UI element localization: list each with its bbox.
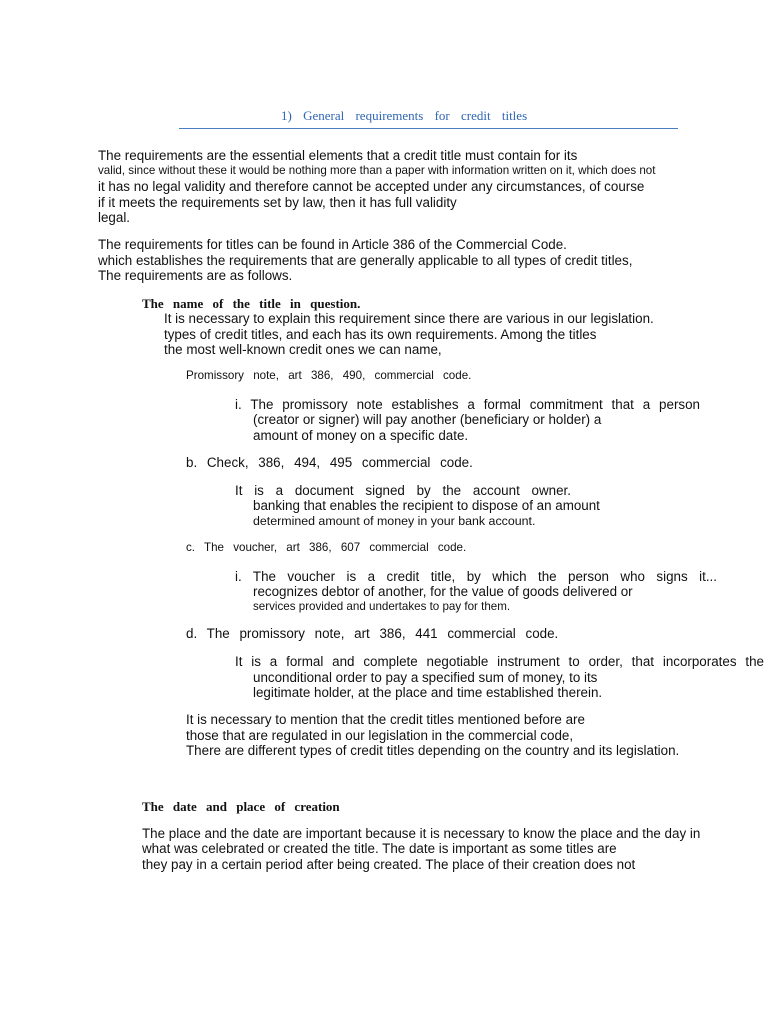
item-c-desc-first: i. The voucher is a credit title, by which the person who signs it... — [235, 569, 717, 584]
intro-p1-line: valid, since without these it would be nothing more than a paper with information written on it, which does not — [98, 164, 656, 177]
section2-line: they pay in a certain period after being created. The place of their creation does not — [142, 857, 636, 872]
intro-p1-line: The requirements are the essential elements that a credit title must contain for its — [98, 148, 578, 163]
intro-p1-line: legal. — [98, 210, 131, 225]
section-heading — [281, 108, 527, 124]
intro-p2-line: which establishes the requirements that are generally applicable to all types of credit titles, — [98, 253, 633, 268]
item-d-desc: unconditional order to pay a specified sum of money, to its — [253, 670, 598, 685]
item-a-desc-first: i. The promissory note establishes a formal commitment that a person — [235, 397, 700, 412]
intro-p1-line: it has no legal validity and therefore cannot be accepted under any circumstances, of course — [98, 179, 645, 194]
item-b-desc: determined amount of money in your bank account. — [253, 514, 536, 528]
section1-line: types of credit titles, and each has its own requirements. Among the titles — [164, 327, 597, 342]
heading-rule — [179, 128, 678, 129]
item-a-desc: amount of money on a specific date. — [253, 428, 469, 443]
item-a-desc: (creator or signer) will pay another (beneficiary or holder) a — [253, 412, 602, 427]
closing-line: those that are regulated in our legislation in the commercial code, — [186, 728, 574, 743]
item-d-label: d. The promissory note, art 386, 441 commercial code. — [186, 626, 559, 641]
item-a-label: Promissory note, art 386, 490, commercial code. — [186, 369, 472, 382]
intro-p2-line: The requirements for titles can be found in Article 386 of the Commercial Code. — [98, 237, 567, 252]
section2-heading: The date and place of creation — [142, 799, 340, 814]
item-b-label: b. Check, 386, 494, 495 commercial code. — [186, 455, 473, 470]
heading-title: General requirements for credit titles — [303, 108, 528, 123]
item-b-desc: banking that enables the recipient to dispose of an amount — [253, 498, 600, 513]
intro-p1-line: if it meets the requirements set by law, then it has full validity — [98, 195, 457, 210]
heading-number: 1) — [281, 108, 292, 123]
intro-p2-line: The requirements are as follows. — [98, 268, 293, 283]
section2-line: what was celebrated or created the title. The date is important as some titles are — [142, 841, 617, 856]
section2-line: The place and the date are important because it is necessary to know the place and the day in — [142, 826, 701, 841]
closing-line: It is necessary to mention that the credit titles mentioned before are — [186, 712, 585, 727]
item-c-desc: services provided and undertakes to pay for them. — [253, 600, 511, 613]
item-b-desc-first: It is a document signed by the account owner. — [235, 483, 571, 498]
item-d-desc-first: It is a formal and complete negotiable instrument to order, that incorporates the — [235, 654, 764, 669]
closing-line: There are different types of credit titles depending on the country and its legislation. — [186, 743, 680, 758]
section1-line: It is necessary to explain this requirement since there are various in our legislation. — [164, 311, 654, 326]
item-d-desc: legitimate holder, at the place and time established therein. — [253, 685, 603, 700]
item-c-desc: recognizes debtor of another, for the value of goods delivered or — [253, 584, 633, 599]
section1-line: the most well-known credit ones we can name, — [164, 342, 442, 357]
section1-heading: The name of the title in question. — [142, 296, 361, 311]
item-c-label: c. The voucher, art 386, 607 commercial code. — [186, 541, 467, 554]
